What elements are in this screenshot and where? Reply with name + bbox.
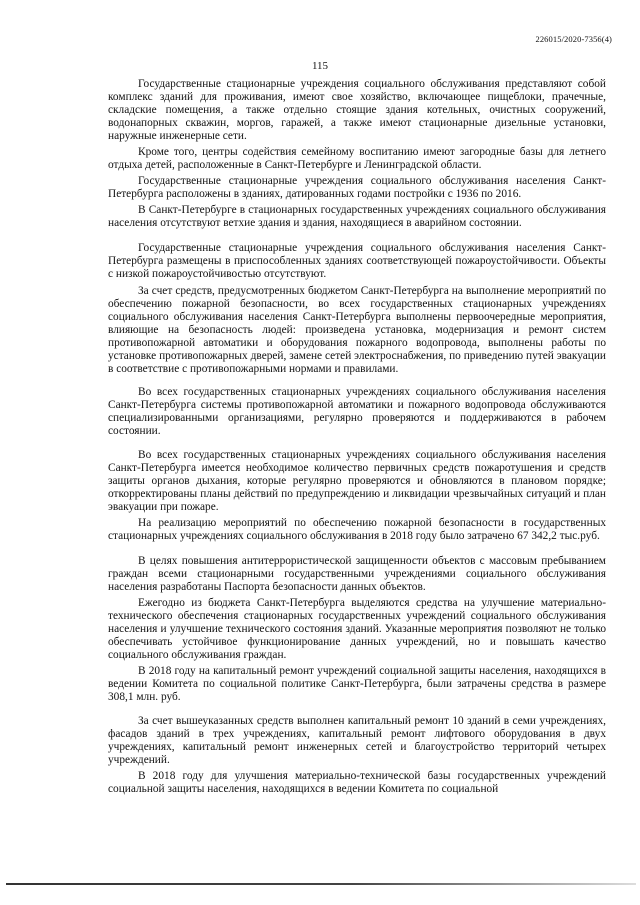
- page-bottom-edge: [6, 883, 636, 885]
- paragraph-11: Ежегодно из бюджета Санкт-Петербурга выделяются средства на улучшение материально-технического обеспечения стационарных государственных учреждений социального обслуживания населения и улучшение технического состояния зданий. Указанные мероприятия позволяют не только обеспечивать устойчивое функционирование данных учреждений, но и повышать качество социального обслуживания граждан.: [108, 596, 606, 661]
- paragraph-12: В 2018 году на капитальный ремонт учреждений социальной защиты населения, находящихся в ведении Комитета по социальной политике Санкт-Петербурга, были затрачены средства в размере 308,1 млн. руб.: [108, 664, 606, 703]
- paragraph-4: В Санкт-Петербурге в стационарных государственных учреждениях социального обслуживания населения отсутствуют ветхие здания и здания, находящиеся в аварийном состоянии.: [108, 204, 606, 230]
- paragraph-14: В 2018 году для улучшения материально-технической базы государственных учреждений социальной защиты населения, находящихся в ведении Комитета по социальной: [108, 770, 606, 796]
- document-id: 226015/2020-7356(4): [535, 34, 612, 44]
- paragraph-1: Государственные стационарные учреждения социального обслуживания представляют собой комплекс зданий для проживания, имеют свое хозяйство, включающее пищеблоки, прачечные, складские помещения, а также отдельно стоящие здания котельных, очистных сооружений, водонапорных скважин, моргов, гаражей, а также имеют стационарные дизельные установки, наружные инженерные сети.: [108, 78, 606, 143]
- paragraph-7: Во всех государственных стационарных учреждениях социального обслуживания населения Санкт-Петербурга системы противопожарной автоматики и пожарного водопровода обслуживаются специализированными организациями, регулярно проверяются и поддерживаются в рабочем состоянии.: [108, 385, 606, 438]
- paragraph-5: Государственные стационарные учреждения социального обслуживания населения Санкт-Петербурга размещены в приспособленных зданиях соответствующей пожароустойчивости. Объекты с низкой пожароустойчивостью отсутствуют.: [108, 241, 606, 280]
- page-number: 115: [311, 60, 329, 72]
- paragraph-10: В целях повышения антитеррористической защищенности объектов с массовым пребыванием граждан всеми стационарными государственными учреждениями социального обслуживания населения разработаны Паспорта безопасности данных объектов.: [108, 554, 606, 593]
- paragraph-13: За счет вышеуказанных средств выполнен капитальный ремонт 10 зданий в семи учреждениях, фасадов зданий в трех учреждениях, капитальный ремонт лифтового оборудования в двух учреждениях, капитальный ремонт инженерных сетей и благоустройство территорий четырех учреждений.: [108, 715, 606, 767]
- paragraph-6: За счет средств, предусмотренных бюджетом Санкт-Петербурга на выполнение мероприятий по обеспечению пожарной безопасности, во всех государственных стационарных учреждениях социального обслуживания населения Санкт-Петербурга выполнены первоочередные мероприятия, влияющие на безопасность людей: произведена установка, модернизация и ремонт систем противопожарной автоматики и оборудования пожарного водопровода, выполнены работы по установке противопожарных дверей, замене сетей электроснабжения, по приведению путей эвакуации в соответствие с противопожарными нормами и правилами.: [108, 284, 606, 375]
- page-body: [108, 78, 606, 798]
- paragraph-8: Во всех государственных стационарных учреждениях социального обслуживания населения Санкт-Петербурга имеется необходимое количество первичных средств пожаротушения и средств защиты органов дыхания, которые регулярно проверяются и обновляются в плановом порядке; откорректированы планы действий по предупреждению и ликвидации чрезвычайных ситуаций и план эвакуации при пожаре.: [108, 449, 606, 514]
- paragraph-9: На реализацию мероприятий по обеспечению пожарной безопасности в государственных стационарных учреждениях социального обслуживания в 2018 году было затрачено 67 342,2 тыс.руб.: [108, 517, 606, 543]
- paragraph-2: Кроме того, центры содействия семейному воспитанию имеют загородные базы для летнего отдыха детей, расположенные в Санкт-Петербурге и Ленинградской области.: [108, 146, 606, 172]
- paragraph-3: Государственные стационарные учреждения социального обслуживания населения Санкт-Петербурга расположены в зданиях, датированных годами постройки с 1936 по 2016.: [108, 175, 606, 201]
